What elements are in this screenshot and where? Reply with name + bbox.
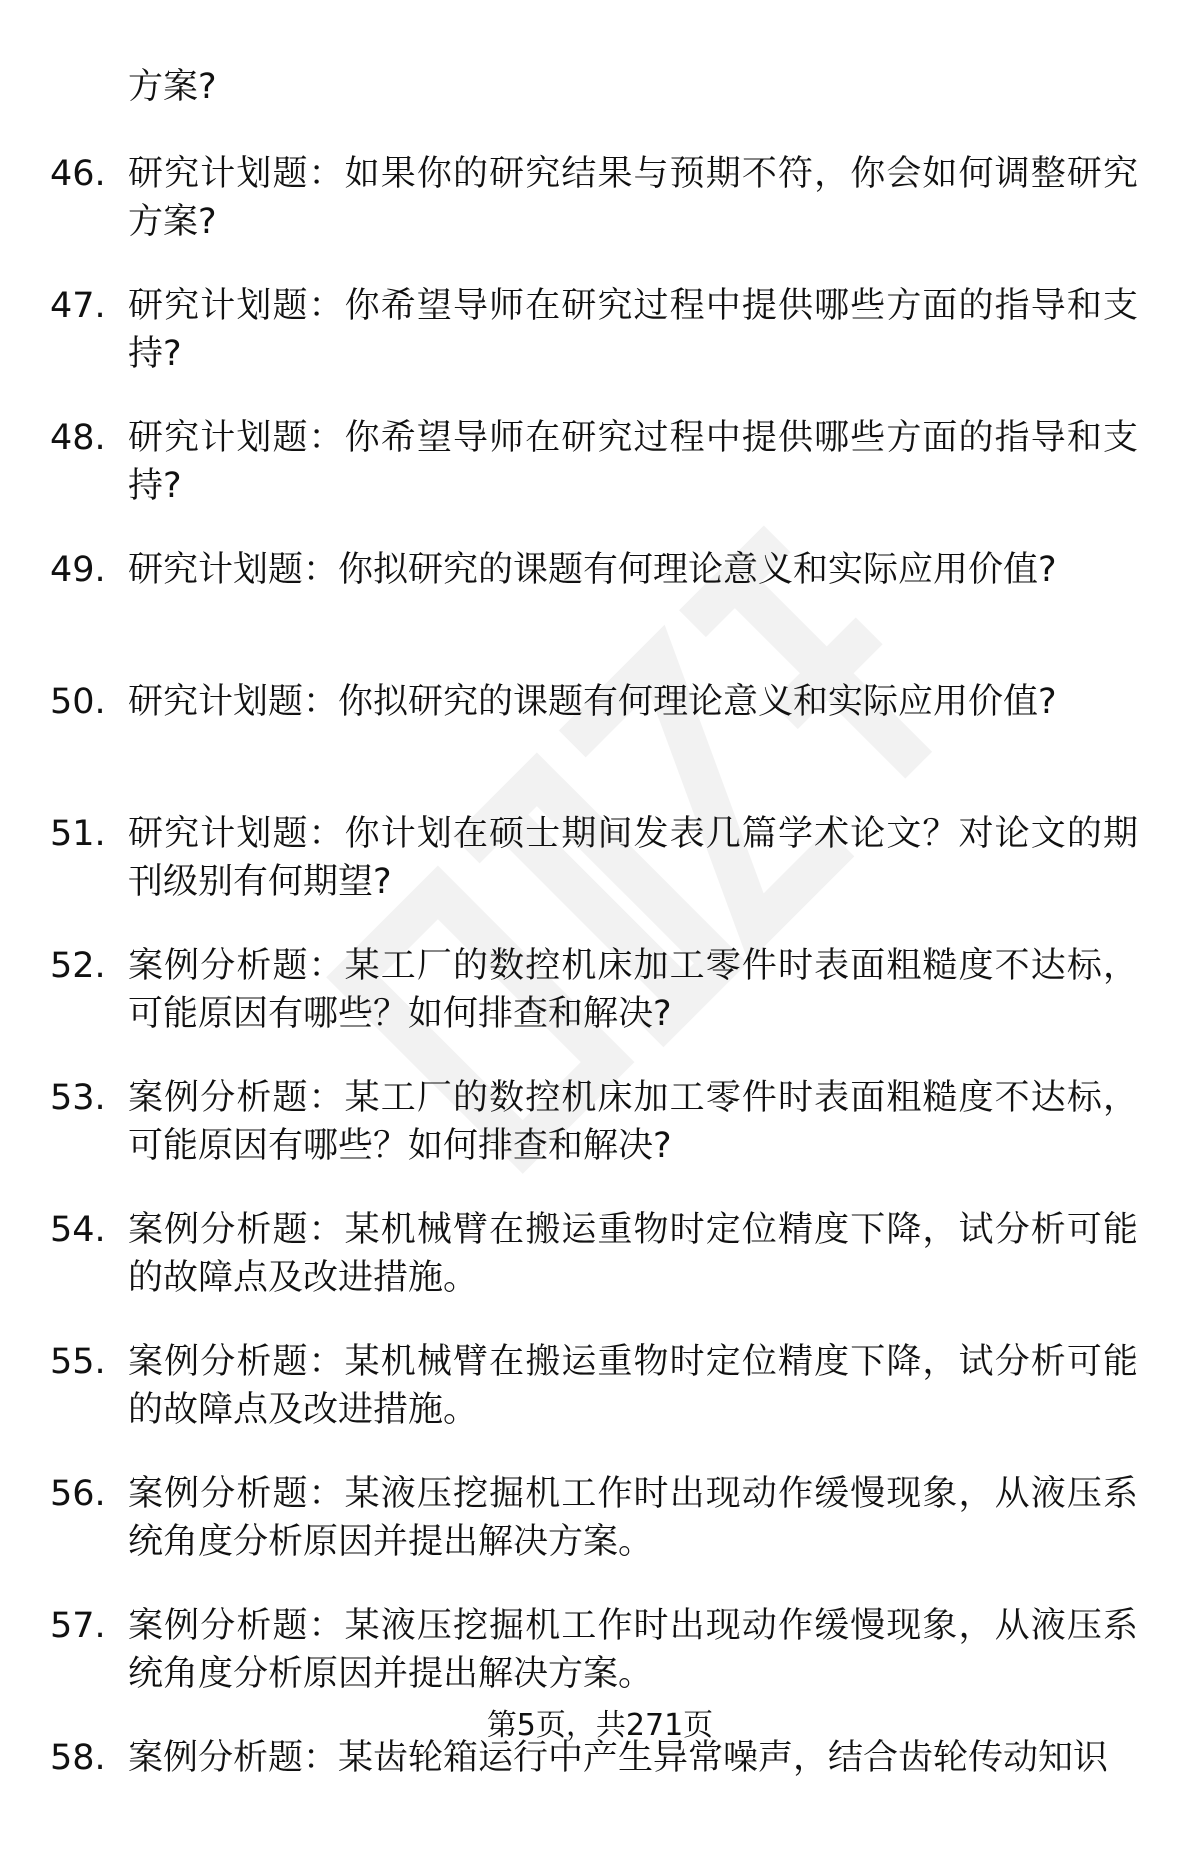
question-number: 57. — [50, 1606, 106, 1646]
question-number: 51. — [50, 814, 106, 854]
question-text: 研究计划题：你希望导师在研究过程中提供哪些方面的指导和支持? — [128, 286, 1138, 374]
question-number: 56. — [50, 1474, 106, 1514]
question-item — [0, 810, 1200, 942]
question-item — [0, 546, 1200, 678]
question-number: 48. — [50, 418, 106, 458]
question-text: 研究计划题：你计划在硕士期间发表几篇学术论文？对论文的期刊级别有何期望? — [128, 814, 1138, 902]
question-item — [0, 1734, 1200, 1866]
question-text: 研究计划题：如果你的研究结果与预期不符，你会如何调整研究方案? — [128, 154, 1138, 242]
question-number: 50. — [50, 682, 106, 722]
question-text: 案例分析题：某机械臂在搬运重物时定位精度下降，试分析可能的故障点及改进措施。 — [128, 1342, 1138, 1430]
question-text: 研究计划题：你希望导师在研究过程中提供哪些方面的指导和支持? — [128, 418, 1138, 506]
question-number: 54. — [50, 1210, 106, 1250]
question-item — [0, 150, 1200, 282]
question-number: 58. — [50, 1738, 106, 1778]
question-text: 案例分析题：某机械臂在搬运重物时定位精度下降，试分析可能的故障点及改进措施。 — [128, 1210, 1138, 1298]
question-list — [0, 150, 1200, 1866]
question-item — [0, 282, 1200, 414]
question-item — [0, 678, 1200, 810]
continued-question-text: 方案? — [128, 67, 217, 107]
question-number: 46. — [50, 154, 106, 194]
question-text: 案例分析题：某工厂的数控机床加工零件时表面粗糙度不达标，可能原因有哪些？如何排查和解决? — [128, 1078, 1138, 1166]
question-number: 47. — [50, 286, 106, 326]
question-number: 49. — [50, 550, 106, 590]
question-number: 55. — [50, 1342, 106, 1382]
question-item — [0, 1470, 1200, 1602]
question-text: 案例分析题：某工厂的数控机床加工零件时表面粗糙度不达标，可能原因有哪些？如何排查和解决? — [128, 946, 1138, 1034]
question-text: 案例分析题：某液压挖掘机工作时出现动作缓慢现象，从液压系统角度分析原因并提出解决方案。 — [128, 1606, 1138, 1694]
question-item — [0, 1074, 1200, 1206]
question-text: 案例分析题：某液压挖掘机工作时出现动作缓慢现象，从液压系统角度分析原因并提出解决方案。 — [128, 1474, 1138, 1562]
question-number: 52. — [50, 946, 106, 986]
page-footer: 第5页，共271页 — [486, 1708, 714, 1743]
question-item — [0, 1338, 1200, 1470]
question-number: 53. — [50, 1078, 106, 1118]
question-text: 案例分析题：某齿轮箱运行中产生异常噪声，结合齿轮传动知识 — [128, 1738, 1109, 1778]
question-text: 研究计划题：你拟研究的课题有何理论意义和实际应用价值? — [128, 682, 1057, 722]
question-item — [0, 942, 1200, 1074]
question-text: 研究计划题：你拟研究的课题有何理论意义和实际应用价值? — [128, 550, 1057, 590]
question-item — [0, 1206, 1200, 1338]
question-item — [0, 414, 1200, 546]
